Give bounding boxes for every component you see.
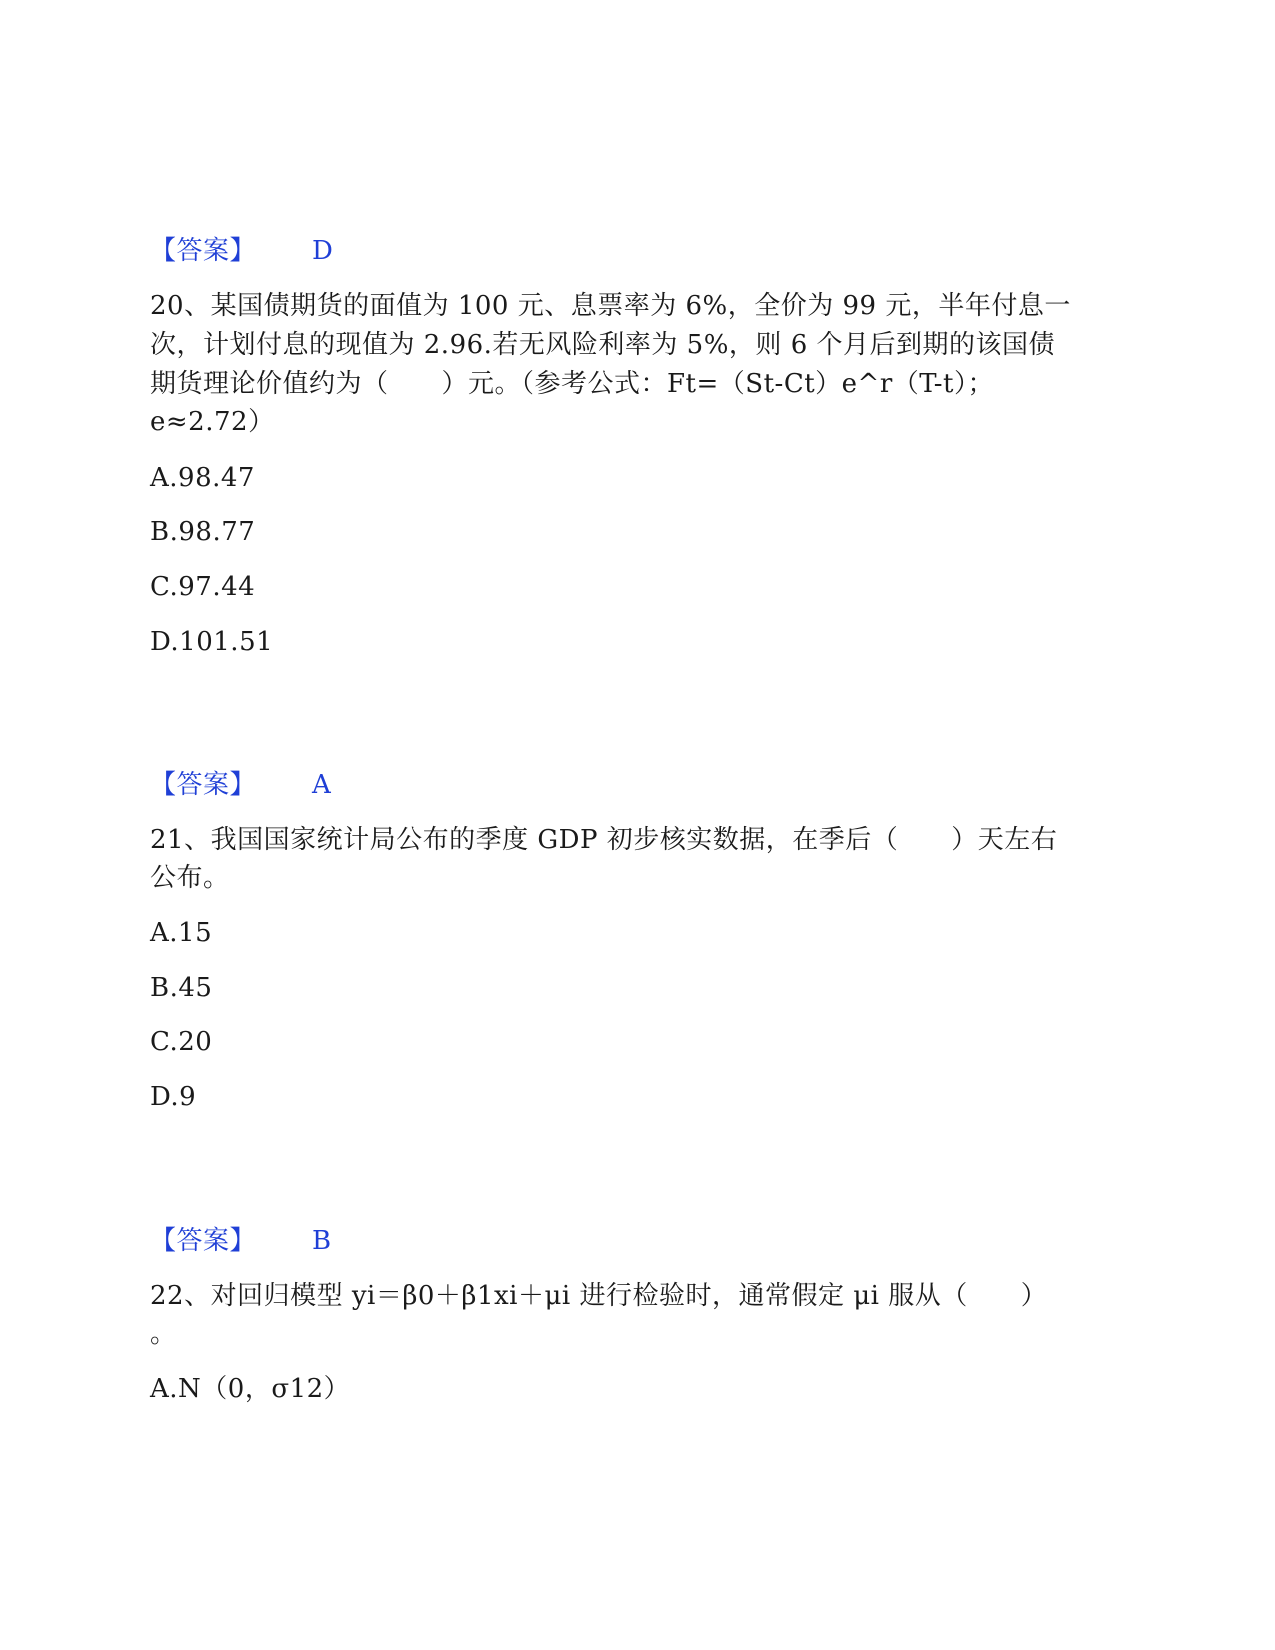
answer-label: 【答案】 bbox=[150, 236, 257, 266]
option-b: B.45 bbox=[150, 973, 213, 1003]
option-b: B.98.77 bbox=[150, 517, 256, 547]
question-22-line-2: 。 bbox=[150, 1319, 177, 1349]
question-20-line-4: e≈2.72） bbox=[150, 407, 275, 437]
answer-line bbox=[150, 236, 333, 266]
option-d: D.101.51 bbox=[150, 627, 274, 657]
answer-value: B bbox=[312, 1226, 332, 1256]
question-22-line-1: 22、对回归模型 yi＝β0＋β1xi＋μi 进行检验时，通常假定 μi 服从（ ） bbox=[150, 1281, 1048, 1311]
option-d: D.9 bbox=[150, 1082, 197, 1112]
question-21-line-2: 公布。 bbox=[150, 863, 230, 893]
option-c: C.97.44 bbox=[150, 572, 256, 602]
answer-line bbox=[150, 770, 331, 800]
option-a: A.N（0，σ12） bbox=[150, 1374, 351, 1404]
answer-label: 【答案】 bbox=[150, 770, 257, 800]
question-20-line-1: 20、某国债期货的面值为 100 元、息票率为 6%，全价为 99 元，半年付息一 bbox=[150, 291, 1071, 321]
option-c: C.20 bbox=[150, 1027, 213, 1057]
answer-label: 【答案】 bbox=[150, 1226, 257, 1256]
option-a: A.98.47 bbox=[150, 463, 255, 493]
option-a: A.15 bbox=[150, 918, 213, 948]
question-20-line-2: 次，计划付息的现值为 2.96.若无风险利率为 5%，则 6 个月后到期的该国债 bbox=[150, 330, 1056, 360]
answer-line bbox=[150, 1226, 332, 1256]
question-21-line-1: 21、我国国家统计局公布的季度 GDP 初步核实数据，在季后（ ）天左右 bbox=[150, 825, 1058, 855]
answer-value: D bbox=[312, 236, 334, 266]
question-20-line-3: 期货理论价值约为（ ）元。（参考公式：Ft=（St-Ct）e^r（T-t）； bbox=[150, 369, 994, 399]
answer-value: A bbox=[312, 770, 332, 800]
